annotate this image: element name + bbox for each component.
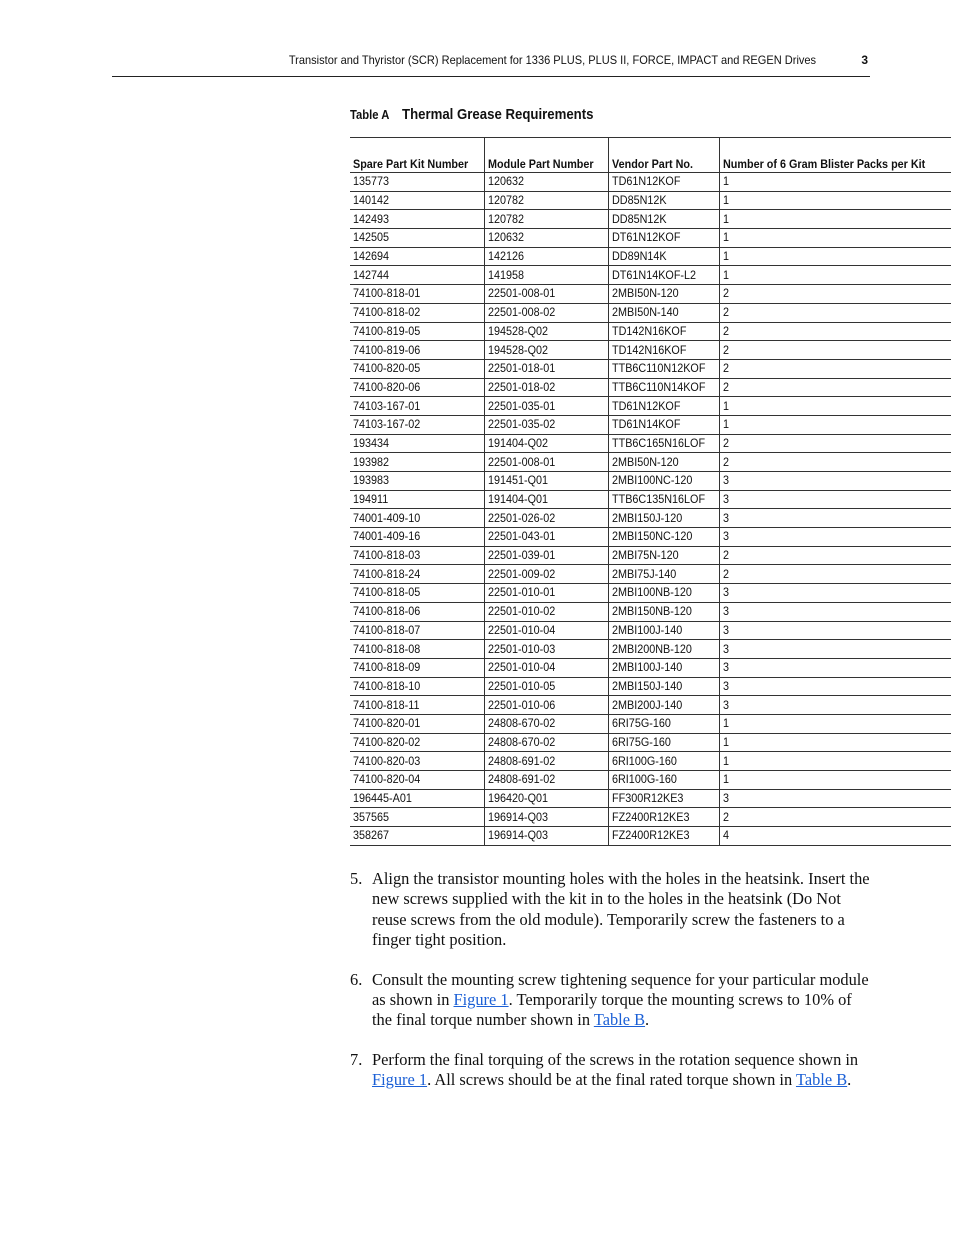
table-row xyxy=(350,191,951,210)
step-number: 5. xyxy=(350,869,363,888)
instruction-steps xyxy=(350,869,870,1110)
cell-spare-part-kit: 196445-A01 xyxy=(350,789,485,808)
cell-vendor-part: 2MBI100NC-120 xyxy=(609,472,720,491)
cell-spare-part-kit: 74103-167-02 xyxy=(350,415,485,434)
step-number: 6. xyxy=(350,969,363,989)
cell-spare-part-kit: 74100-818-24 xyxy=(350,565,485,584)
cell-module-part: 22501-026-02 xyxy=(485,509,609,528)
table-row xyxy=(350,453,951,472)
step-text-part: . Temporarily torque the mounting screws to 10% of the final torque number shown in xyxy=(372,990,852,1030)
step-number: 7. xyxy=(350,1049,363,1069)
cell-vendor-part: TTB6C110N12KOF xyxy=(609,359,720,378)
table-row xyxy=(350,789,951,808)
step-text-part: . xyxy=(847,1070,852,1090)
cell-blister-packs: 2 xyxy=(720,434,951,453)
cell-vendor-part: DD85N12K xyxy=(609,210,720,229)
table-row xyxy=(350,752,951,771)
cell-vendor-part: DT61N12KOF xyxy=(609,229,720,248)
cell-spare-part-kit: 142493 xyxy=(350,210,485,229)
table-row xyxy=(350,528,951,547)
cell-blister-packs: 1 xyxy=(720,752,951,771)
cell-module-part: 141958 xyxy=(485,266,609,285)
cell-blister-packs: 4 xyxy=(720,827,951,846)
cell-module-part: 22501-009-02 xyxy=(485,565,609,584)
cell-spare-part-kit: 142744 xyxy=(350,266,485,285)
cell-module-part: 24808-670-02 xyxy=(485,714,609,733)
cell-vendor-part: 2MBI50N-140 xyxy=(609,303,720,322)
cell-module-part: 196914-Q03 xyxy=(485,808,609,827)
step-6 xyxy=(350,970,870,1031)
cell-spare-part-kit: 74100-818-05 xyxy=(350,584,485,603)
table-row xyxy=(350,546,951,565)
cell-vendor-part: TTB6C110N14KOF xyxy=(609,378,720,397)
cell-vendor-part: FF300R12KE3 xyxy=(609,789,720,808)
cell-vendor-part: 2MBI150NC-120 xyxy=(609,528,720,547)
cell-blister-packs: 3 xyxy=(720,621,951,640)
cell-module-part: 22501-010-04 xyxy=(485,621,609,640)
cell-vendor-part: TD61N12KOF xyxy=(609,397,720,416)
cell-blister-packs: 1 xyxy=(720,733,951,752)
column-header-spare-part-kit: Spare Part Kit Number xyxy=(350,138,485,173)
cell-module-part: 22501-010-03 xyxy=(485,640,609,659)
table-row xyxy=(350,565,951,584)
step-text-part: . xyxy=(645,1010,650,1030)
cell-blister-packs: 3 xyxy=(720,696,951,715)
figure-1-link[interactable]: Figure 1 xyxy=(453,990,509,1010)
table-b-link[interactable]: Table B xyxy=(795,1070,848,1090)
cell-blister-packs: 2 xyxy=(720,565,951,584)
cell-module-part: 120632 xyxy=(485,229,609,248)
table-row xyxy=(350,640,951,659)
cell-vendor-part: 2MBI150NB-120 xyxy=(609,602,720,621)
cell-module-part: 22501-010-06 xyxy=(485,696,609,715)
cell-spare-part-kit: 74100-820-04 xyxy=(350,771,485,790)
cell-vendor-part: 6RI100G-160 xyxy=(609,752,720,771)
table-row xyxy=(350,827,951,846)
cell-vendor-part: TD61N14KOF xyxy=(609,415,720,434)
cell-spare-part-kit: 140142 xyxy=(350,191,485,210)
table-row xyxy=(350,322,951,341)
cell-blister-packs: 2 xyxy=(720,808,951,827)
cell-spare-part-kit: 193982 xyxy=(350,453,485,472)
cell-module-part: 22501-018-02 xyxy=(485,378,609,397)
table-row xyxy=(350,658,951,677)
cell-vendor-part: TD142N16KOF xyxy=(609,322,720,341)
cell-vendor-part: FZ2400R12KE3 xyxy=(609,808,720,827)
table-row xyxy=(350,397,951,416)
cell-spare-part-kit: 74100-818-02 xyxy=(350,303,485,322)
table-row xyxy=(350,434,951,453)
cell-spare-part-kit: 74100-819-05 xyxy=(350,322,485,341)
table-row xyxy=(350,696,951,715)
cell-spare-part-kit: 74100-818-11 xyxy=(350,696,485,715)
cell-blister-packs: 1 xyxy=(720,173,951,192)
cell-vendor-part: TTB6C165N16LOF xyxy=(609,434,720,453)
cell-spare-part-kit: 74103-167-01 xyxy=(350,397,485,416)
table-row xyxy=(350,808,951,827)
cell-module-part: 22501-010-05 xyxy=(485,677,609,696)
table-row xyxy=(350,621,951,640)
cell-spare-part-kit: 74100-820-02 xyxy=(350,733,485,752)
cell-blister-packs: 2 xyxy=(720,303,951,322)
cell-module-part: 22501-035-01 xyxy=(485,397,609,416)
cell-module-part: 22501-008-01 xyxy=(485,285,609,304)
cell-vendor-part: 6RI75G-160 xyxy=(609,714,720,733)
table-row xyxy=(350,714,951,733)
cell-blister-packs: 2 xyxy=(720,285,951,304)
column-header-blister-packs: Number of 6 Gram Blister Packs per Kit xyxy=(720,138,951,173)
step-text-part: Perform the final torquing of the screws in the rotation sequence shown in xyxy=(372,1049,859,1069)
cell-blister-packs: 1 xyxy=(720,771,951,790)
cell-blister-packs: 1 xyxy=(720,210,951,229)
table-row xyxy=(350,341,951,360)
cell-vendor-part: TD142N16KOF xyxy=(609,341,720,360)
cell-blister-packs: 3 xyxy=(720,584,951,603)
cell-blister-packs: 3 xyxy=(720,789,951,808)
cell-vendor-part: FZ2400R12KE3 xyxy=(609,827,720,846)
cell-vendor-part: 2MBI150J-120 xyxy=(609,509,720,528)
cell-spare-part-kit: 194911 xyxy=(350,490,485,509)
table-header-row xyxy=(350,138,951,173)
table-row xyxy=(350,210,951,229)
cell-blister-packs: 2 xyxy=(720,378,951,397)
table-row xyxy=(350,509,951,528)
cell-blister-packs: 2 xyxy=(720,546,951,565)
cell-spare-part-kit: 74100-820-03 xyxy=(350,752,485,771)
cell-spare-part-kit: 74100-818-01 xyxy=(350,285,485,304)
table-row xyxy=(350,677,951,696)
cell-module-part: 22501-043-01 xyxy=(485,528,609,547)
cell-spare-part-kit: 74100-818-06 xyxy=(350,602,485,621)
table-row xyxy=(350,584,951,603)
cell-spare-part-kit: 74100-818-09 xyxy=(350,658,485,677)
step-text: Align the transistor mounting holes with the holes in the heatsink. Insert the new screws supplied with the kit in to the holes in the heatsink (Do Not reuse screws from the old module). Temporarily screw the fasteners to a finger tight position. xyxy=(372,869,870,950)
cell-vendor-part: 2MBI200J-140 xyxy=(609,696,720,715)
cell-module-part: 120782 xyxy=(485,210,609,229)
cell-module-part: 24808-691-02 xyxy=(485,771,609,790)
cell-vendor-part: DT61N14KOF-L2 xyxy=(609,266,720,285)
cell-vendor-part: TTB6C135N16LOF xyxy=(609,490,720,509)
cell-blister-packs: 3 xyxy=(720,509,951,528)
cell-spare-part-kit: 74001-409-16 xyxy=(350,528,485,547)
cell-vendor-part: 2MBI100NB-120 xyxy=(609,584,720,603)
cell-module-part: 24808-691-02 xyxy=(485,752,609,771)
table-row xyxy=(350,303,951,322)
cell-vendor-part: DD85N12K xyxy=(609,191,720,210)
cell-module-part: 22501-010-04 xyxy=(485,658,609,677)
cell-spare-part-kit: 357565 xyxy=(350,808,485,827)
table-row xyxy=(350,378,951,397)
cell-vendor-part: DD89N14K xyxy=(609,247,720,266)
figure-1-link[interactable]: Figure 1 xyxy=(372,1070,428,1090)
thermal-grease-table xyxy=(350,137,951,846)
cell-module-part: 22501-008-01 xyxy=(485,453,609,472)
column-header-vendor-part: Vendor Part No. xyxy=(609,138,720,173)
table-title: Thermal Grease Requirements xyxy=(402,106,594,123)
cell-module-part: 22501-035-02 xyxy=(485,415,609,434)
cell-module-part: 120632 xyxy=(485,173,609,192)
cell-module-part: 194528-Q02 xyxy=(485,341,609,360)
cell-module-part: 120782 xyxy=(485,191,609,210)
cell-vendor-part: 2MBI50N-120 xyxy=(609,285,720,304)
cell-blister-packs: 1 xyxy=(720,247,951,266)
cell-blister-packs: 1 xyxy=(720,229,951,248)
cell-vendor-part: 6RI100G-160 xyxy=(609,771,720,790)
step-5 xyxy=(350,869,870,951)
page-number: 3 xyxy=(861,53,868,67)
cell-spare-part-kit: 74100-820-01 xyxy=(350,714,485,733)
cell-module-part: 191404-Q02 xyxy=(485,434,609,453)
table-row xyxy=(350,472,951,491)
cell-module-part: 191451-Q01 xyxy=(485,472,609,491)
cell-vendor-part: 2MBI50N-120 xyxy=(609,453,720,472)
cell-vendor-part: 6RI75G-160 xyxy=(609,733,720,752)
cell-spare-part-kit: 193434 xyxy=(350,434,485,453)
cell-blister-packs: 1 xyxy=(720,415,951,434)
cell-module-part: 194528-Q02 xyxy=(485,322,609,341)
cell-blister-packs: 2 xyxy=(720,341,951,360)
header-title: Transistor and Thyristor (SCR) Replacement for 1336 PLUS, PLUS II, FORCE, IMPACT and REGEN Drives xyxy=(288,53,816,67)
table-b-link[interactable]: Table B xyxy=(593,1010,646,1030)
cell-blister-packs: 3 xyxy=(720,677,951,696)
cell-spare-part-kit: 358267 xyxy=(350,827,485,846)
table-row xyxy=(350,229,951,248)
table-row xyxy=(350,415,951,434)
cell-module-part: 196420-Q01 xyxy=(485,789,609,808)
cell-vendor-part: 2MBI200NB-120 xyxy=(609,640,720,659)
table-caption xyxy=(350,106,620,124)
table-row xyxy=(350,490,951,509)
cell-vendor-part: 2MBI75J-140 xyxy=(609,565,720,584)
cell-spare-part-kit: 74100-819-06 xyxy=(350,341,485,360)
table-label: Table A xyxy=(350,108,390,122)
cell-blister-packs: 3 xyxy=(720,528,951,547)
cell-vendor-part: TD61N12KOF xyxy=(609,173,720,192)
cell-spare-part-kit: 74001-409-10 xyxy=(350,509,485,528)
cell-module-part: 22501-008-02 xyxy=(485,303,609,322)
cell-blister-packs: 1 xyxy=(720,191,951,210)
cell-module-part: 22501-018-01 xyxy=(485,359,609,378)
cell-spare-part-kit: 74100-818-03 xyxy=(350,546,485,565)
table-row xyxy=(350,285,951,304)
cell-blister-packs: 1 xyxy=(720,397,951,416)
cell-blister-packs: 2 xyxy=(720,359,951,378)
table-row xyxy=(350,173,951,192)
cell-module-part: 22501-039-01 xyxy=(485,546,609,565)
cell-vendor-part: 2MBI100J-140 xyxy=(609,621,720,640)
cell-spare-part-kit: 74100-818-07 xyxy=(350,621,485,640)
cell-blister-packs: 3 xyxy=(720,472,951,491)
cell-spare-part-kit: 193983 xyxy=(350,472,485,491)
cell-spare-part-kit: 74100-818-08 xyxy=(350,640,485,659)
table-row xyxy=(350,359,951,378)
table-row xyxy=(350,266,951,285)
cell-vendor-part: 2MBI150J-140 xyxy=(609,677,720,696)
step-text-part: Consult the mounting screw tightening sequence for your particular module as shown in xyxy=(372,969,869,1010)
cell-blister-packs: 2 xyxy=(720,322,951,341)
cell-module-part: 142126 xyxy=(485,247,609,266)
cell-module-part: 22501-010-02 xyxy=(485,602,609,621)
cell-module-part: 22501-010-01 xyxy=(485,584,609,603)
column-header-module-part: Module Part Number xyxy=(485,138,609,173)
cell-spare-part-kit: 142694 xyxy=(350,247,485,266)
cell-blister-packs: 3 xyxy=(720,490,951,509)
table-row xyxy=(350,771,951,790)
cell-spare-part-kit: 74100-818-10 xyxy=(350,677,485,696)
step-7 xyxy=(350,1050,870,1091)
table-row xyxy=(350,602,951,621)
cell-spare-part-kit: 142505 xyxy=(350,229,485,248)
table-body xyxy=(350,173,951,846)
cell-blister-packs: 1 xyxy=(720,266,951,285)
cell-vendor-part: 2MBI75N-120 xyxy=(609,546,720,565)
cell-module-part: 24808-670-02 xyxy=(485,733,609,752)
cell-blister-packs: 3 xyxy=(720,602,951,621)
cell-vendor-part: 2MBI100J-140 xyxy=(609,658,720,677)
cell-blister-packs: 2 xyxy=(720,453,951,472)
step-text-part: . All screws should be at the final rated torque shown in xyxy=(427,1070,796,1090)
cell-blister-packs: 1 xyxy=(720,714,951,733)
table-row xyxy=(350,733,951,752)
cell-blister-packs: 3 xyxy=(720,640,951,659)
cell-spare-part-kit: 74100-820-06 xyxy=(350,378,485,397)
cell-spare-part-kit: 74100-820-05 xyxy=(350,359,485,378)
cell-module-part: 196914-Q03 xyxy=(485,827,609,846)
cell-spare-part-kit: 135773 xyxy=(350,173,485,192)
cell-module-part: 191404-Q01 xyxy=(485,490,609,509)
cell-blister-packs: 3 xyxy=(720,658,951,677)
page-header xyxy=(112,52,870,77)
table-row xyxy=(350,247,951,266)
